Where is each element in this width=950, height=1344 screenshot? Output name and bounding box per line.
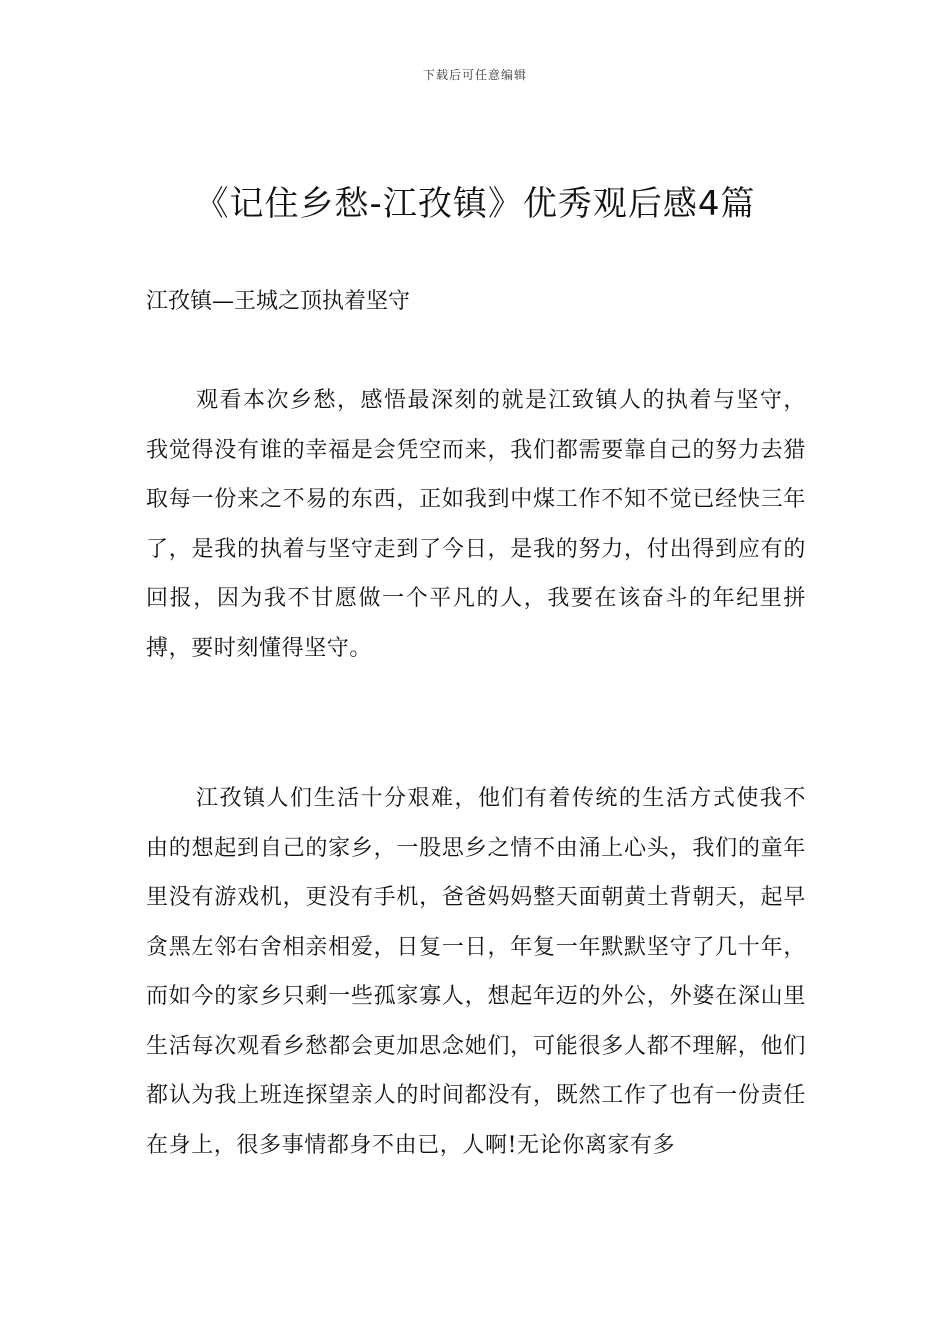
document-subtitle: 江孜镇—王城之顶执着坚守 — [146, 289, 411, 314]
header-note: 下载后可任意编辑 — [422, 68, 527, 82]
paragraph-1: 观看本次乡愁，感悟最深刻的就是江致镇人的执着与坚守，我觉得没有谁的幸福是会凭空而来，我们都需要靠自己的努力去猎取每一份来之不易的东西，正如我到中煤工作不知不觉已经快三年了，是我的执着与坚守走到了今日，是我的努力，付出得到应有的回报，因为我不甘愿做一个平凡的人，我要在该奋斗的年纪里拼搏，要时刻懂得坚守。 — [146, 388, 806, 661]
paragraph-2: 江孜镇人们生活十分艰难，他们有着传统的生活方式使我不由的想起到自己的家乡，一股思乡之情不由涌上心头，我们的童年里没有游戏机，更没有手机，爸爸妈妈整天面朝黄土背朝天，起早贪黑左邻右舍相亲相爱，日复一日，年复一年默默坚守了几十年，而如今的家乡只剩一些孤家寡人，想起年迈的外公，外婆在深山里生活每次观看乡愁都会更加思念她们，可能很多人都不理解，他们都认为我上班连探望亲人的时间都没有，既然工作了也有一份责任在身上，很多事情都身不由已，人啊!无论你离家有多 — [146, 786, 806, 1158]
document-title: 《记住乡愁-江孜镇》优秀观后感4篇 — [194, 184, 756, 224]
